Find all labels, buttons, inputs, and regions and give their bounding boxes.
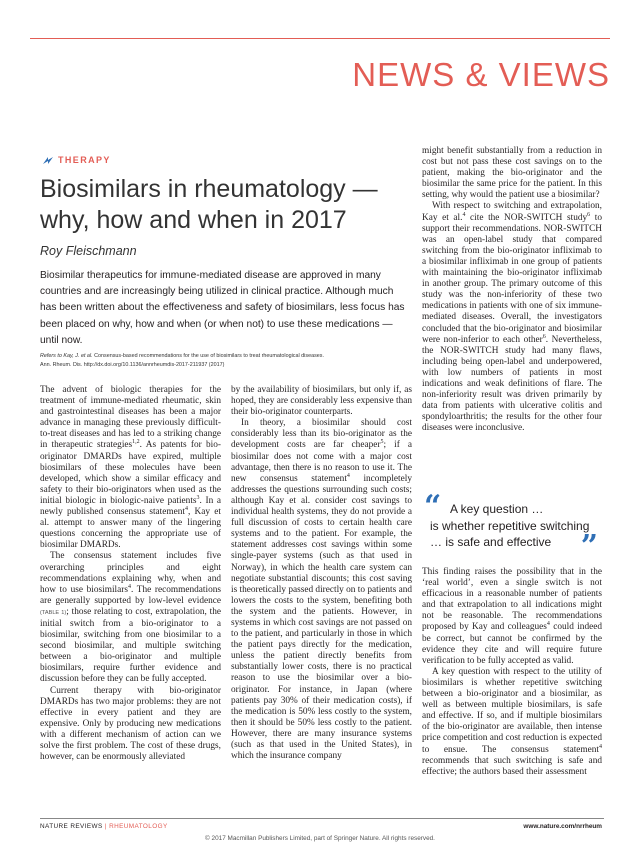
footer-rule (40, 818, 604, 819)
footer-url-link[interactable]: www.nature.com/nrrheum (523, 823, 602, 830)
standfirst: Biosimilar therapeutics for immune-mediated disease are approved in many countries and are increasingly being utilized in clinical practice. Although much has been written about the effectiveness and safety of biosimilars, less focus has been placed on why, how and when (or when not) to use these medications — until now. (40, 270, 405, 346)
paragraph: The advent of biologic therapies for the treatment of immune-mediated rheumatic, skin and gastrointestinal diseases has been a major advance in managing these previously difficult-to-treat diseases and has led to a striking change in therapeutic strategies$^{1,2}$. As patents for bio-originator DMARDs have expired, multiple biosimilars of these molecules have been developed, which show a similar efficacy and safety to their bio-originators when used as the initial biologic in biologic-naive patients$^3$. In a newly published consensus statement$^4$, Kay et al. attempt to answer many of the lingering questions concerning the appropriate use of biosimilar DMARDs. (40, 385, 222, 551)
paragraph: With respect to switching and extrapolation, Kay et al.$^4$ cite the NOR-SWITCH study$^6$ to support their recommendations. NOR-SWITCH was an open-label study that compared switching from the bio-originator infliximab to a biosimilar infliximab in one group of patients with maintaining the bio-originator infliximab in another group. The primary outcome of this study was the non-inferiority of these two medications in patients with one of six immune-mediated diseases. Overall, the investigators concluded that the bio-originator and biosimilar were non-inferior to each other$^6$. Nevertheless, the NOR-SWITCH study had many flaws, including being open-label and underpowered, with low numbers of patients in most indications and weak definitions of flare. The non-inferiority result was driven primarily by data from patients with ulcerative colitis and spondyloarthritis; the results for the other four diseases were inconclusive. (422, 201, 602, 434)
open-quote-icon: “ (424, 489, 442, 524)
table-reference-link[interactable]: (TABLE 1) (40, 609, 67, 616)
paragraph: might benefit substantially from a reduction in cost but not pass these cost savings on to the patient, making the bio-originator and the biosimilar the same price for the patient. In this setting, why would the patient use a biosimilar? (422, 146, 602, 201)
body-column-2 (231, 385, 412, 762)
article-title: Biosimilars in rheumatology — why, how and when in 2017 (40, 175, 378, 234)
pull-quote-line-1: A key question … (450, 502, 544, 516)
pull-quote (424, 489, 600, 564)
article-author: Roy Fleischmann (40, 244, 137, 258)
section-label (42, 155, 111, 165)
pull-quote-line-3: … is safe and effective (430, 535, 552, 549)
section-name: THERAPY (58, 155, 111, 165)
footer-separator: | (102, 823, 110, 830)
reference-lead: Refers to Kay, J. et al. (40, 353, 93, 359)
footer-journal (40, 823, 168, 830)
pull-quote-line-2: is whether repetitive switching (430, 519, 590, 533)
therapy-icon (42, 156, 54, 165)
paragraph: by the availability of biosimilars, but only if, as hoped, they are considerably less expensive than their bio-originator counterparts. (231, 385, 412, 418)
header-rule (30, 38, 610, 39)
body-column-3-lower (422, 567, 602, 778)
reference-text: Consensus-based recommendations for the use of biosimilars to treat rheumatological diseases. (92, 353, 324, 359)
paragraph: The consensus statement includes five overarching principles and eight recommendations explaining why, when and how to use biosimilars$^4$. The recommendations are generally supported by low-level evidence (TABLE 1); those relating to cost, extrapolation, the initial switch from a bio-originator to a biosimilar, switching from one biosimilar to a second biosimilar, and multiple switching between a bio-originator and multiple biosimilars, require further evidence and discussion before they can be fully accepted. (40, 551, 221, 685)
close-quote-icon: ” (580, 529, 598, 564)
body-column-1 (40, 385, 221, 763)
footer-journal-name: RHEUMATOLOGY (109, 823, 168, 830)
reference-doi-link[interactable]: Ann. Rheum. Dis. http://dx.doi.org/10.1136/annrheumdis-2017-211937 (2017) (40, 362, 225, 368)
paragraph: In theory, a biosimilar should cost considerably less than its bio-originator as the development costs are far cheaper$^5$; if a biosimilar does not come with a major cost advantage, then there is no reason to use it. The new consensus statement$^4$ incompletely addresses the questions surrounding such costs; although Kay et al. consider cost savings to individual health systems, they do not provide a full discussion of costs to certain health care systems and to the patient. For example, the statement addresses cost savings within some single-payer systems (such as that used in Norway), in which the health care system can negotiate substantial discounts; this cost saving is theoretically passed directly on to patients and lowers the costs to the system, benefiting both the system and the patients. However, in systems in which cost savings are not passed on to the patient, and particularly in those in which the patient pays directly for the medication, unless the patient directly benefits from substantially lower costs, there is no practical reason to use the biosimilar over a bio-originator. For instance, in Japan (where patients pay 30% of their medication costs), if the medication is 50% less costly to the system, then it should be 50% less costly to the patient. However, there are many insurance systems (such as that used in the United States), in which the insurance company (231, 418, 412, 762)
paragraph: Current therapy with bio-originator DMARDs has two major problems: they are not effective in every patient and they are expensive. Only by producing new medications with a different mechanism of action can we solve the first problem. The cost of these drugs, however, can be enormously alleviated (40, 685, 221, 763)
paragraph: A key question with respect to the utility of biosimilars is whether repetitive switching between a bio-originator and a biosimilar, as well as between multiple biosimilars, is safe and effective. If so, and if multiple biosimilars of the bio-originator are available, then intense price competition and cost reduction is expected to ensue. The consensus statement$^4$ recommends that such switching is safe and effective; the authors based their assessment (422, 666, 602, 777)
copyright: © 2017 Macmillan Publishers Limited, part of Springer Nature. All rights reserved. (205, 835, 435, 842)
paragraph: This finding raises the possibility that in the ‘real world’, even a single switch is not efficacious in a reasonable number of patients and that extrapolation to all indications might not be reasonable. The recommendations proposed by Kay and colleagues$^4$ could indeed be correct, but cannot be confirmed by the evidence they cite and will require future verification to be fully accepted as valid. (422, 567, 603, 666)
footer-publication: NATURE REVIEWS (40, 823, 103, 830)
section-header: NEWS & VIEWS (352, 56, 610, 93)
reference-note (40, 352, 412, 370)
body-column-3 (422, 146, 603, 777)
